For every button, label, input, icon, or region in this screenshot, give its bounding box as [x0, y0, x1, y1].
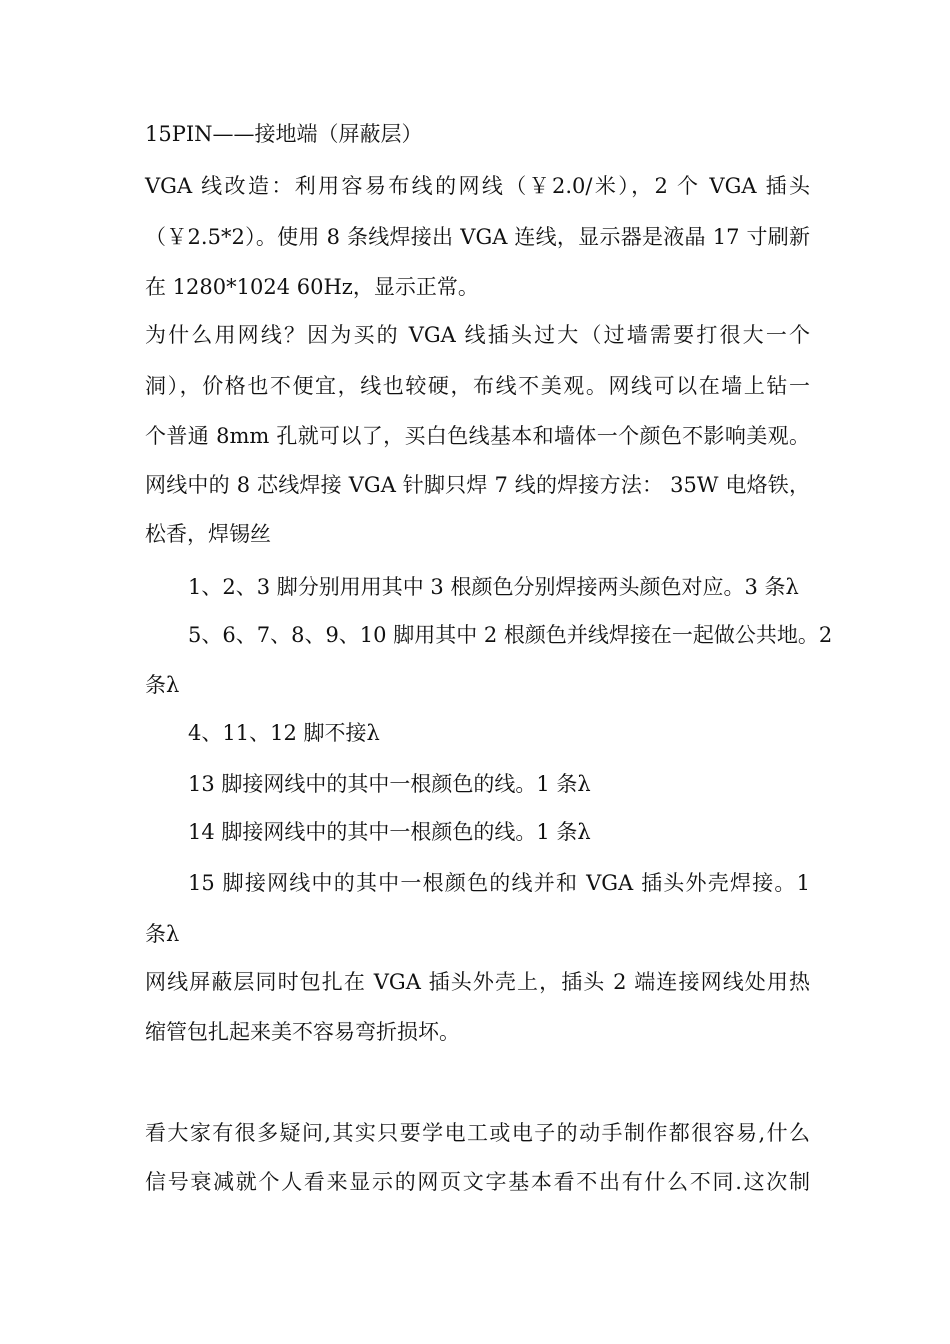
text-line-shield-2: 缩管包扎起来美不容易弯折损坏。 — [145, 1020, 460, 1044]
text-line-why-2: 洞），价格也不便宜，线也较硬，布线不美观。网线可以在墙上钻一 — [145, 374, 810, 398]
text-line-vga-mod-3: 在 1280*1024 60Hz，显示正常。 — [145, 275, 479, 299]
text-line-method-2: 松香，焊锡丝 — [145, 522, 271, 546]
text-line-pins-5-10: 5、6、7、8、9、10 脚用其中 2 根颜色并线焊接在一起做公共地。2 — [188, 623, 833, 647]
text-line-shield-1: 网线屏蔽层同时包扎在 VGA 插头外壳上，插头 2 端连接网线处用热 — [145, 970, 810, 994]
text-line-questions-1: 看大家有很多疑问,其实只要学电工或电子的动手制作都很容易,什么 — [145, 1121, 810, 1145]
text-line-pins-1-3: 1、2、3 脚分别用用其中 3 根颜色分别焊接两头颜色对应。3 条λ — [188, 575, 799, 599]
text-line-why-1: 为什么用网线？因为买的 VGA 线插头过大（过墙需要打很大一个 — [145, 323, 810, 347]
text-line-questions-2: 信号衰减就个人看来显示的网页文字基本看不出有什么不同.这次制 — [145, 1170, 810, 1194]
text-line-pins-5-10-cont: 条λ — [145, 673, 180, 697]
text-line-pins-4-11-12: 4、11、12 脚不接λ — [188, 721, 380, 745]
text-line-pin-14: 14 脚接网线中的其中一根颜色的线。1 条λ — [188, 820, 591, 844]
text-line-pin-13: 13 脚接网线中的其中一根颜色的线。1 条λ — [188, 772, 591, 796]
text-line-pin-15: 15 脚接网线中的其中一根颜色的线并和 VGA 插头外壳焊接。1 — [188, 871, 810, 895]
text-line-method-1: 网线中的 8 芯线焊接 VGA 针脚只焊 7 线的焊接方法： 35W 电烙铁， — [145, 473, 810, 497]
text-line-vga-mod-2: （￥2.5*2）。使用 8 条线焊接出 VGA 连线，显示器是液晶 17 寸刷新 — [145, 225, 810, 249]
text-line-why-3: 个普通 8mm 孔就可以了，买白色线基本和墙体一个颜色不影响美观。 — [145, 424, 810, 448]
text-line-pin-15-cont: 条λ — [145, 922, 180, 946]
text-line-vga-mod-1: VGA 线改造：利用容易布线的网线（￥2.0/米），2 个 VGA 插头 — [145, 174, 810, 198]
text-line-pin15-ground: 15PIN——接地端（屏蔽层） — [145, 122, 423, 146]
